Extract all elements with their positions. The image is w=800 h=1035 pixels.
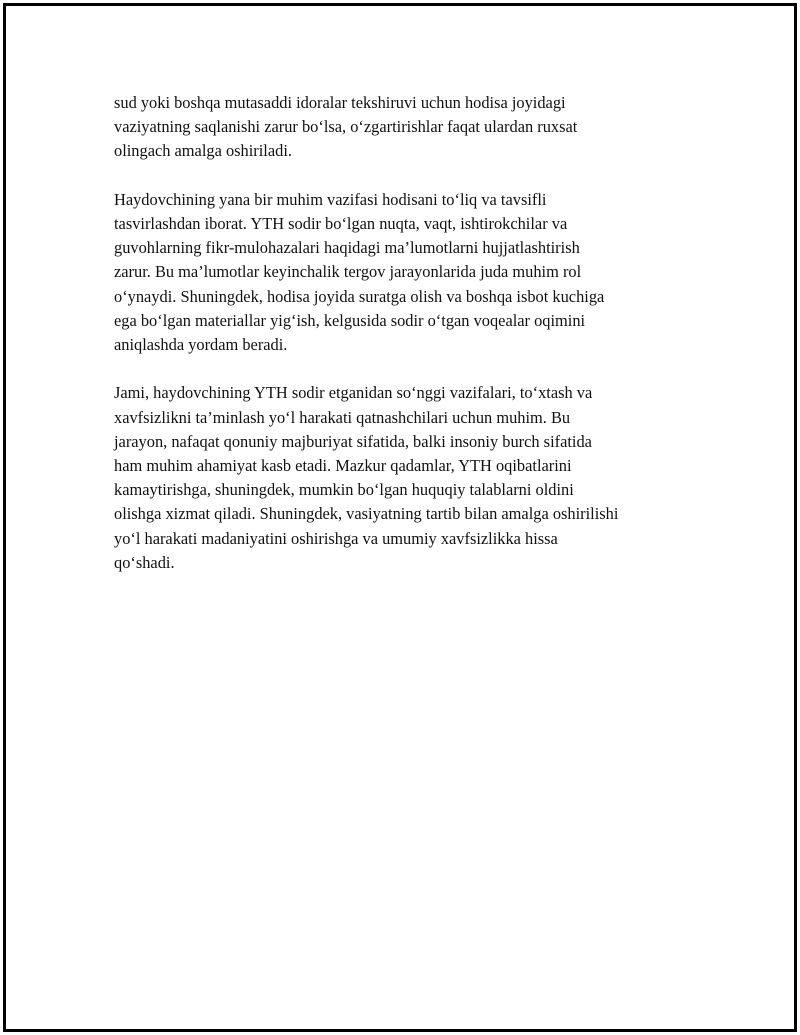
paragraph-3 xyxy=(114,381,694,575)
text-line: Haydovchining yana bir muhim vazifasi hodisani to‘liq va tavsifli xyxy=(114,189,547,209)
text-line: olingach amalga oshiriladi. xyxy=(114,141,292,161)
text-line: vaziyatning saqlanishi zarur bo‘lsa, o‘zgartirishlar faqat ulardan ruxsat xyxy=(114,117,578,137)
text-line: guvohlarning fikr-mulohazalari haqidagi ma’lumotlarni hujjatlashtirish xyxy=(114,238,580,258)
text-line: o‘ynaydi. Shuningdek, hodisa joyida suratga olish va boshqa isbot kuchiga xyxy=(114,286,605,306)
text-line: ham muhim ahamiyat kasb etadi. Mazkur qadamlar, YTH oqibatlarini xyxy=(114,456,572,476)
text-line: zarur. Bu ma’lumotlar keyinchalik tergov jarayonlarida juda muhim rol xyxy=(114,262,582,282)
text-line: sud yoki boshqa mutasaddi idoralar tekshiruvi uchun hodisa joyidagi xyxy=(114,93,566,112)
text-line: xavfsizlikni ta’minlash yo‘l harakati qatnashchilari uchun muhim. Bu xyxy=(114,407,571,427)
text-line: aniqlashda yordam beradi. xyxy=(114,335,288,355)
document-body xyxy=(114,91,694,599)
text-line: tasvirlashdan iborat. YTH sodir bo‘lgan nuqta, vaqt, ishtirokchilar va xyxy=(114,214,568,233)
text-line: yo‘l harakati madaniyatini oshirishga va umumiy xavfsizlikka hissa xyxy=(114,528,558,548)
paragraph-1 xyxy=(114,91,694,164)
text-line: Jami, haydovchining YTH sodir etganidan so‘nggi vazifalari, to‘xtash va xyxy=(114,383,593,403)
paragraph-2 xyxy=(114,188,694,357)
text-line: kamaytirishga, shuningdek, mumkin bo‘lgan huquqiy talablarni oldini xyxy=(114,480,574,500)
text-line: qo‘shadi. xyxy=(114,552,175,572)
text-line: olishga xizmat qiladi. Shuningdek, vasiyatning tartib bilan amalga oshirilishi xyxy=(114,504,619,524)
text-line: ega bo‘lgan materiallar yig‘ish, kelgusida sodir o‘tgan voqealar oqimini xyxy=(114,310,586,330)
text-line: jarayon, nafaqat qonuniy majburiyat sifatida, balki insoniy burch sifatida xyxy=(114,431,592,451)
